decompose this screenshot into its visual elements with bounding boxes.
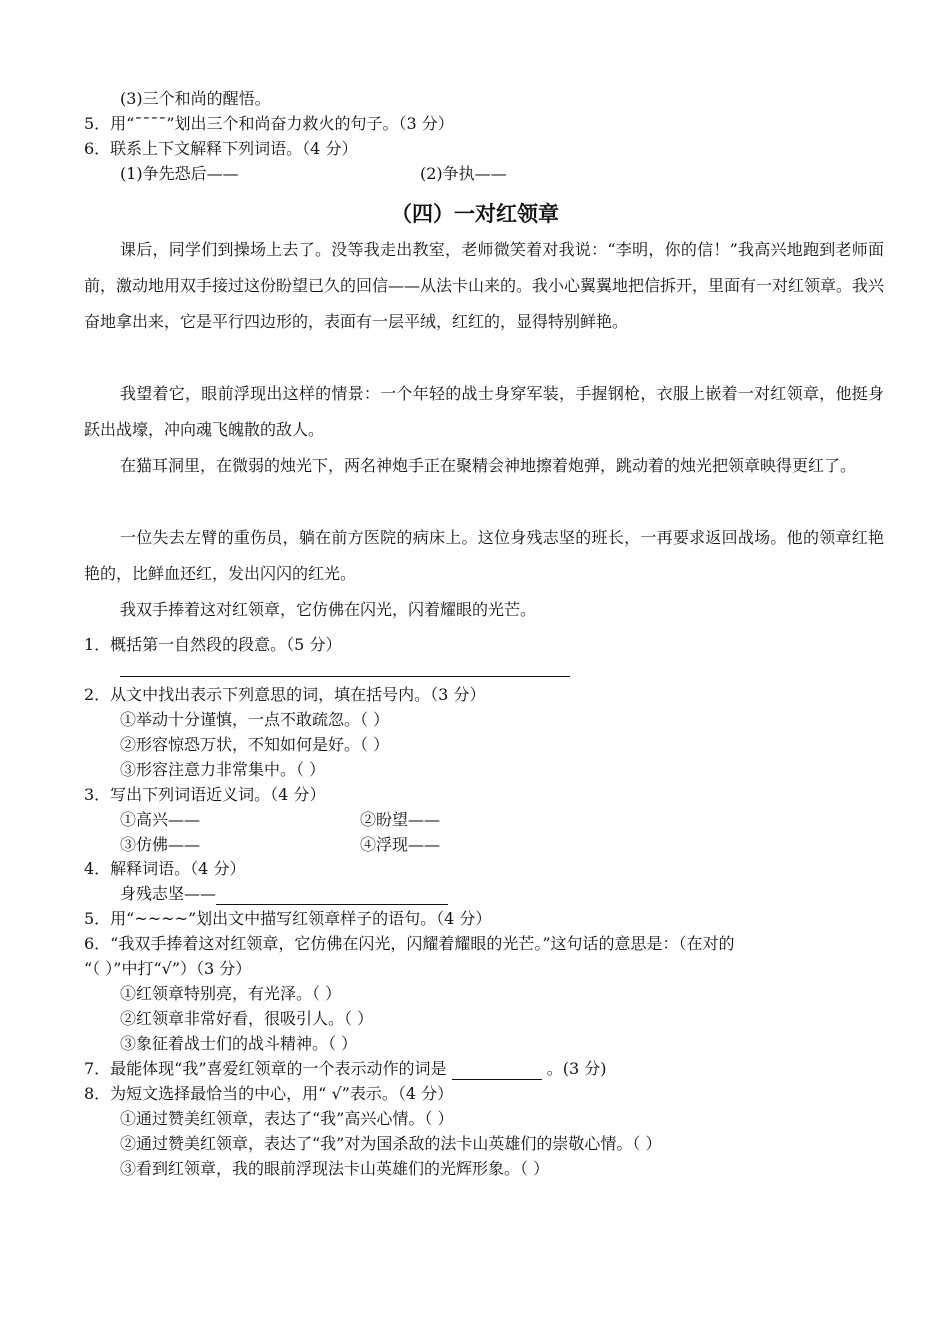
prev-question-6-a: (1)争先恐后—— <box>120 164 239 183</box>
question-7: 7．最能体现“我”喜爱红领章的一个表示动作的词是 <box>84 1059 447 1078</box>
prev-question-6: 6．联系上下文解释下列词语。（4 分） <box>84 139 358 158</box>
question-2-item-2: ②形容惊恐万状，不知如何是好。（ ） <box>120 735 390 754</box>
question-2-item-1: ①举动十分谨慎，一点不敢疏忽。（ ） <box>120 710 390 729</box>
question-8-item-1: ①通过赞美红领章，表达了“我”高兴心情。（ ） <box>120 1109 454 1128</box>
question-5: 5．用“~~~~”划出文中描写红领章样子的语句。（4 分） <box>84 909 492 928</box>
question-7-row <box>84 1058 607 1080</box>
prev-item-3: (3)三个和尚的醒悟。 <box>120 89 271 108</box>
answer-line-q1[interactable] <box>120 676 570 677</box>
question-6-item-3: ③象征着战士们的战斗精神。（ ） <box>120 1034 358 1053</box>
prev-question-6-b: (2)争执—— <box>420 164 507 183</box>
question-3-a: ①高兴—— <box>120 810 201 829</box>
answer-line-q7[interactable] <box>452 1061 542 1080</box>
section-title: （四）一对红领章 <box>391 201 559 226</box>
passage-paragraph-1: 课后，同学们到操场上去了。没等我走出教室，老师微笑着对我说：“李明，你的信！”我高兴地跑到老师面前，激动地用双手接过这份盼望已久的回信——从法卡山来的。我小心翼翼地把信拆开，里面有一对红领章。我兴奋地拿出来，它是平行四边形的，表面有一层平绒，红红的，显得特别鲜艳。 <box>84 240 885 331</box>
question-6-item-1: ①红领章特别亮，有光泽。（ ） <box>120 984 342 1003</box>
question-2: 2．从文中找出表示下列意思的词，填在括号内。（3 分） <box>84 685 486 704</box>
question-1: 1．概括第一自然段的段意。（5 分） <box>84 635 342 654</box>
question-3-d: ④浮现—— <box>360 835 441 854</box>
question-7-points: 。(3 分) <box>546 1059 607 1078</box>
question-3-c: ③仿佛—— <box>120 835 201 854</box>
passage-paragraph-2: 我望着它，眼前浮现出这样的情景：一个年轻的战士身穿军装，手握钢枪，衣服上嵌着一对红领章，他挺身跃出战壕，冲向魂飞魄散的敌人。 <box>84 384 884 439</box>
passage-paragraph-5: 我双手捧着这对红领章，它仿佛在闪光，闪着耀眼的光芒。 <box>120 600 537 619</box>
question-6-continued: “（ ）”中打“√”）（3 分） <box>84 959 252 978</box>
question-3: 3．写出下列词语近义词。（4 分） <box>84 785 326 804</box>
question-8: 8．为短文选择最恰当的中心，用“ √”表示。（4 分） <box>84 1084 454 1103</box>
question-4-row <box>120 883 448 905</box>
question-8-item-2: ②通过赞美红领章，表达了“我”对为国杀敌的法卡山英雄们的崇敬心情。（ ） <box>120 1134 662 1153</box>
question-6-item-2: ②红领章非常好看，很吸引人。（ ） <box>120 1009 374 1028</box>
prev-question-5: 5．用“ˉˉˉˉ”划出三个和尚奋力救火的句子。（3 分） <box>84 114 454 133</box>
question-3-b: ②盼望—— <box>360 810 441 829</box>
question-8-item-3: ③看到红领章，我的眼前浮现法卡山英雄们的光辉形象。（ ） <box>120 1159 550 1178</box>
question-6: 6．“我双手捧着这对红领章，它仿佛在闪光，闪耀着耀眼的光芒。”这句话的意思是：（在对的 <box>84 934 735 953</box>
passage-paragraph-4: 一位失去左臂的重伤员，躺在前方医院的病床上。这位身残志坚的班长，一再要求返回战场。他的领章红艳艳的，比鲜血还红，发出闪闪的红光。 <box>84 528 884 583</box>
passage-paragraph-3: 在猫耳洞里，在微弱的烛光下，两名神炮手正在聚精会神地擦着炮弹，跳动着的烛光把领章映得更红了。 <box>120 456 857 475</box>
answer-line-q4[interactable] <box>216 886 448 905</box>
question-4: 4．解释词语。（4 分） <box>84 859 246 878</box>
question-2-item-3: ③形容注意力非常集中。（ ） <box>120 760 326 779</box>
question-4-item: 身残志坚—— <box>120 884 217 903</box>
